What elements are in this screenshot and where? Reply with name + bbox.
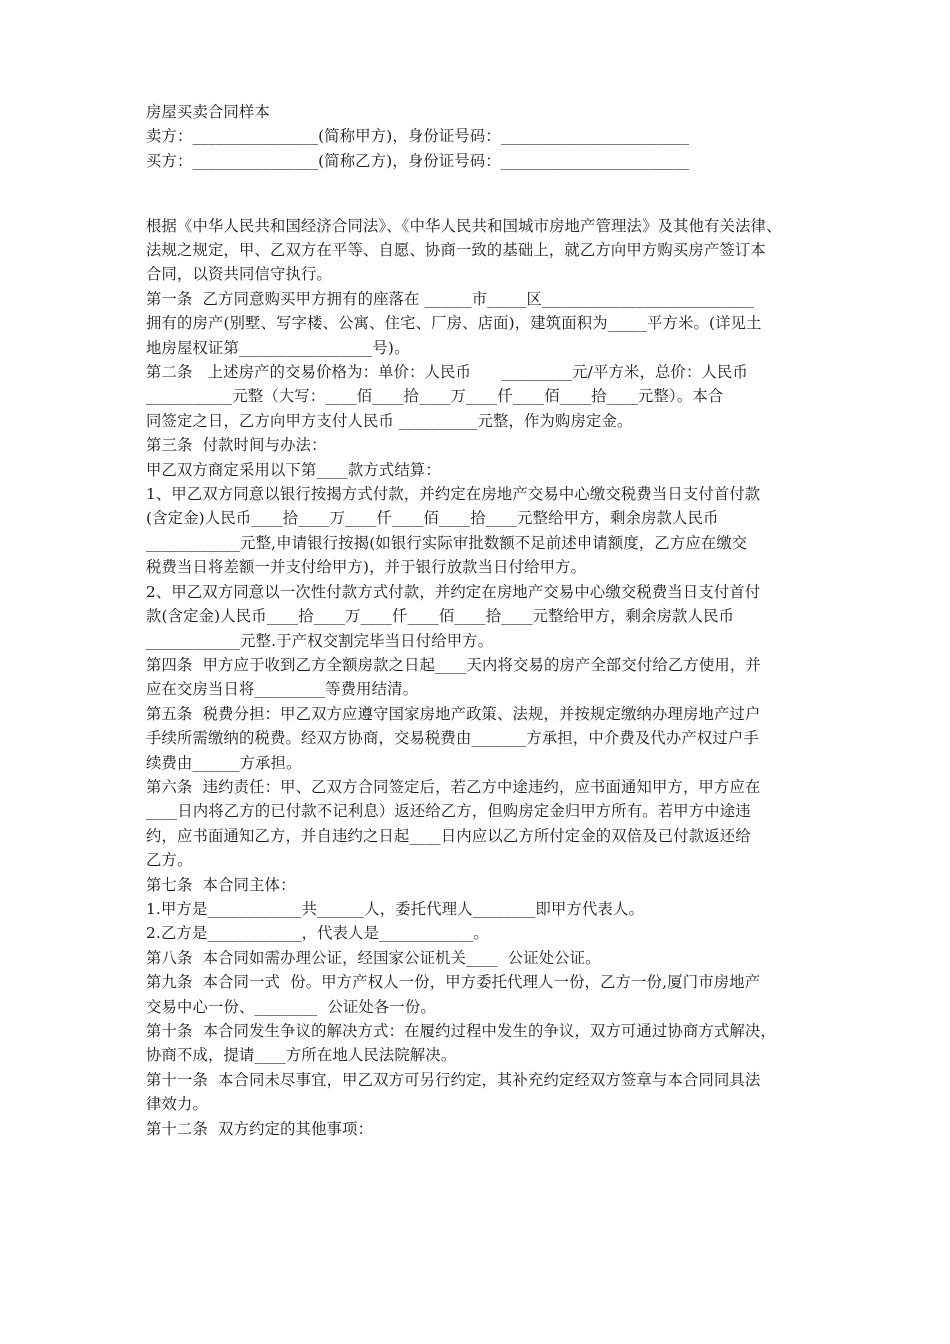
text-line: 第四条 甲方应于收到乙方全额房款之日起____天内将交易的房产全部交付给乙方使用，并 [146, 655, 761, 674]
text-line: 约，应书面通知乙方，并自违约之日起____日内应以乙方所付定金的双倍及已付款返还给 [146, 826, 751, 845]
text-line: 第八条 本合同如需办理公证，经国家公证机关____ 公证处公证。 [146, 948, 601, 967]
text-line: (含定金)人民币____拾____万____仟____佰____拾____元整给甲方，剩余房款人民币 [146, 509, 719, 528]
article-1 [146, 287, 826, 360]
contract-document [146, 100, 826, 1141]
article-3 [146, 433, 826, 653]
text-line: 法规之规定，甲、乙双方在平等、自愿、协商一致的基础上，就乙方向甲方购买房产签订本 [146, 241, 766, 260]
text-line: 同签定之日，乙方向甲方支付人民币 __________元整，作为购房定金。 [146, 411, 633, 430]
text-line: 第十条 本合同发生争议的解决方式：在履约过程中发生的争议，双方可通过协商方式解决， [146, 1022, 777, 1041]
text-line: 第十一条 本合同未尽事宜，甲乙双方可另行约定，其补充约定经双方签章与本合同同具法 [146, 1070, 761, 1089]
text-line: 第七条 本合同主体： [146, 875, 296, 894]
text-line: 款(含定金)人民币____拾____万____仟____佰____拾____元整给甲方，剩余房款人民币 [146, 607, 735, 626]
text-line: ____日内将乙方的已付款不记利息）返还给乙方，但购房定金归甲方所有。若甲方中途违 [146, 802, 751, 821]
text-line: 续费由______方承担。 [146, 753, 302, 772]
document-title: 房屋买卖合同样本 [146, 103, 270, 121]
text-line: 第一条 乙方同意购买甲方拥有的座落在 ______市_____区___________________________ [146, 289, 754, 308]
article-10 [146, 1019, 826, 1068]
article-9 [146, 970, 826, 1019]
article-8 [146, 946, 826, 970]
text-line: ___________元整（大写：____佰____拾____万____仟____佰____拾____元整）。本合 [146, 387, 724, 406]
spacer [146, 198, 826, 214]
text-line: 2、甲乙双方同意以一次性付款方式付款，并约定在房地产交易中心缴交税费当日支付首付 [146, 582, 761, 601]
buyer-line: 买方：________________(简称乙方)，身份证号码：________________________ [146, 151, 690, 170]
text-line: 1.甲方是____________共______人，委托代理人________即甲方代表人。 [146, 899, 644, 918]
text-line: 第三条 付款时间与办法： [146, 436, 327, 455]
text-line: 第二条 上述房产的交易价格为：单价：人民币 _________元/平方米，总价：人民币 [146, 363, 748, 382]
article-2 [146, 360, 826, 433]
text-line: 应在交房当日将_________等费用结清。 [146, 680, 419, 699]
text-line: 第十二条 双方约定的其他事项： [146, 1119, 374, 1138]
text-line: 合同，以资共同信守执行。 [146, 265, 332, 284]
text-line: ____________元整.于产权交割完毕当日付给甲方。 [146, 631, 494, 650]
text-line: 根据《中华人民共和国经济合同法》、《中华人民共和国城市房地产管理法》及其他有关法律、 [146, 216, 782, 235]
text-line: 2.乙方是____________，代表人是____________。 [146, 924, 489, 943]
text-line: 税费当日将差额一并支付给甲方)，并于银行放款当日付给甲方。 [146, 558, 587, 577]
text-line: 手续所需缴纳的税费。经双方协商，交易税费由_______方承担，中介费及代办产权过户手 [146, 729, 759, 748]
text-line: 拥有的房产(别墅、写字楼、公寓、住宅、厂房、店面)，建筑面积为_____平方米。(详见土 [146, 314, 762, 333]
text-line: 1、甲乙双方同意以银行按揭方式付款，并约定在房地产交易中心缴交税费当日支付首付款 [146, 485, 761, 504]
article-7 [146, 873, 826, 946]
article-12 [146, 1117, 826, 1141]
text-line: 律效力。 [146, 1095, 208, 1114]
text-line: 甲乙双方商定采用以下第____款方式结算： [146, 460, 441, 479]
text-line: 地房屋权证第_________________号)。 [146, 338, 410, 357]
text-line: 协商不成，提请____方所在地人民法院解决。 [146, 1046, 457, 1065]
seller-line: 卖方：________________(简称甲方)，身份证号码：________________________ [146, 127, 690, 146]
preamble [146, 214, 826, 287]
text-line: ____________元整,申请银行按揭(如银行实际审批数额不足前述申请额度，乙方应在缴交 [146, 533, 748, 552]
article-5 [146, 702, 826, 775]
article-4 [146, 653, 826, 702]
article-11 [146, 1068, 826, 1117]
text-line: 交易中心一份、________ 公证处各一份。 [146, 997, 436, 1016]
spacer [146, 173, 826, 197]
article-6 [146, 775, 826, 873]
text-line: 第九条 本合同一式 份。甲方产权人一份，甲方委托代理人一份，乙方一份,厦门市房地产 [146, 973, 761, 992]
text-line: 乙方。 [146, 851, 193, 870]
text-line: 第五条 税费分担：甲乙双方应遵守国家房地产政策、法规，并按规定缴纳办理房地产过户 [146, 704, 761, 723]
text-line: 第六条 违约责任：甲、乙双方合同签定后，若乙方中途违约，应书面通知甲方，甲方应在 [146, 777, 761, 796]
